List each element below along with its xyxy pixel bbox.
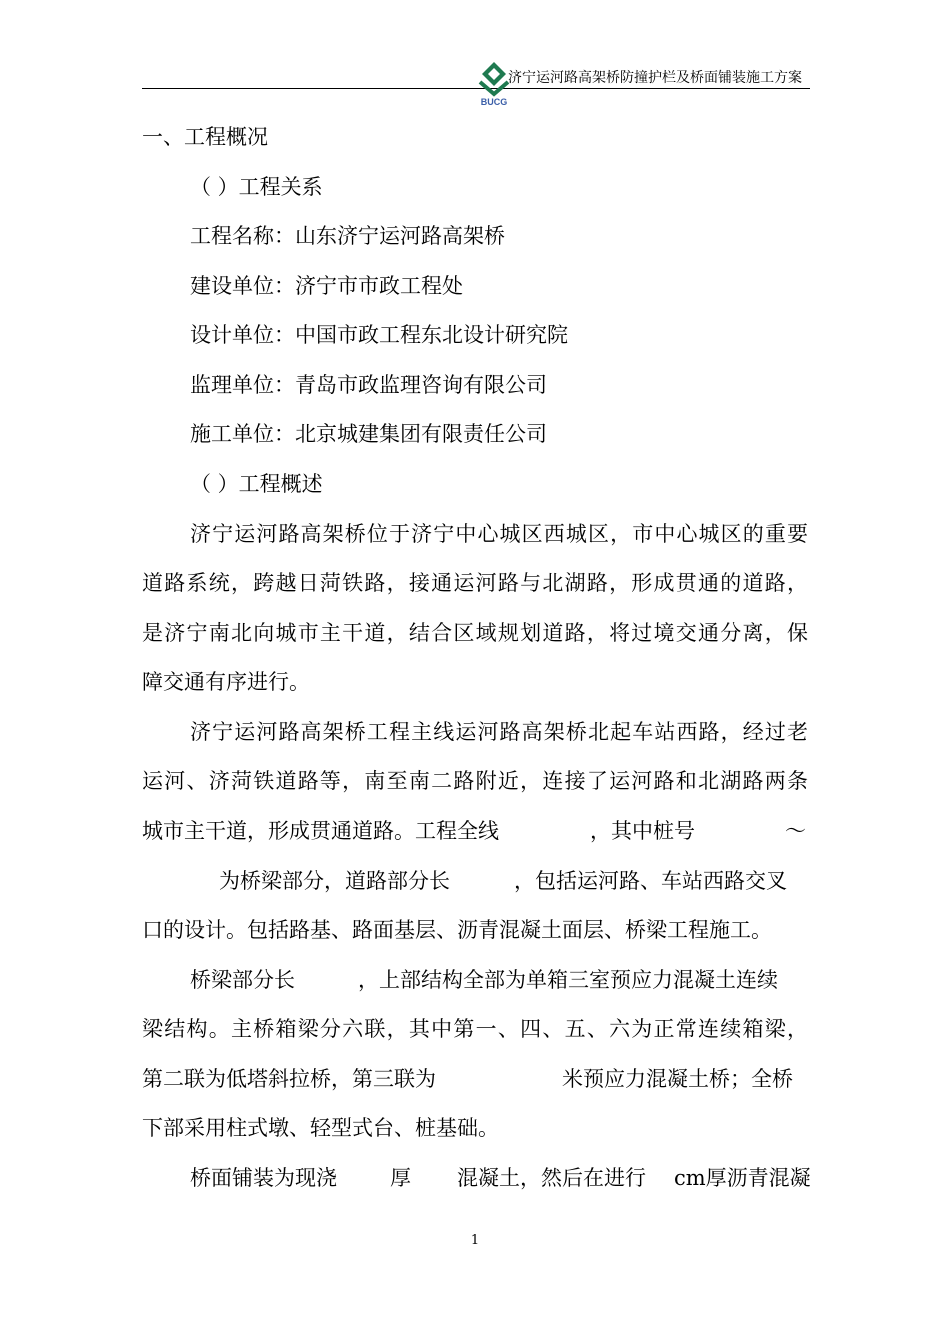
page-number: 1 bbox=[470, 1233, 480, 1248]
paragraph-segment: 为桥梁部分，道路部分长 bbox=[219, 869, 450, 893]
paragraph-line: 障交通有序进行。 bbox=[142, 670, 310, 694]
paragraph-line: 下部采用柱式墩、轻型式台、桩基础。 bbox=[142, 1116, 499, 1140]
info-project-name: 工程名称：山东济宁运河路高架桥 bbox=[190, 224, 505, 248]
paragraph-segment: cm厚沥青混凝 bbox=[674, 1166, 811, 1190]
section-heading: 一、工程概况 bbox=[142, 125, 268, 149]
paragraph-segment: 厚 bbox=[390, 1166, 411, 1190]
paragraph-segment: 混凝土，然后在进行 bbox=[457, 1166, 646, 1190]
paragraph-line: 运河、济菏铁道路等，南至南二路附近，连接了运河路和北湖路两条 bbox=[142, 769, 808, 793]
info-contractor: 施工单位：北京城建集团有限责任公司 bbox=[190, 422, 547, 446]
info-builder: 建设单位：济宁市市政工程处 bbox=[190, 274, 463, 298]
paragraph-segment: 米预应力混凝土桥；全桥 bbox=[562, 1067, 793, 1091]
header-title: 济宁运河路高架桥防撞护栏及桥面铺装施工方案 bbox=[508, 70, 802, 86]
paragraph-segment: 第二联为低塔斜拉桥，第三联为 bbox=[142, 1067, 436, 1091]
paragraph-segment: ～ bbox=[785, 819, 806, 843]
paragraph-segment: 城市主干道，形成贯通道路。工程全线 bbox=[142, 819, 499, 843]
paragraph-line: 是济宁南北向城市主干道，结合区域规划道路，将过境交通分离，保 bbox=[142, 621, 808, 645]
paragraph-line: 口的设计。包括路基、路面基层、沥青混凝土面层、桥梁工程施工。 bbox=[142, 918, 772, 942]
logo-text: BUCG bbox=[480, 97, 508, 107]
paragraph-segment: ，其中桩号 bbox=[590, 819, 695, 843]
info-supervisor: 监理单位：青岛市政监理咨询有限公司 bbox=[190, 373, 547, 397]
paragraph-segment: 桥面铺装为现浇 bbox=[190, 1166, 337, 1190]
paragraph-line: 济宁运河路高架桥位于济宁中心城区西城区，市中心城区的重要 bbox=[190, 522, 808, 546]
paragraph-line: 梁结构。主桥箱梁分六联，其中第一、四、五、六为正常连续箱梁， bbox=[142, 1017, 808, 1041]
paragraph-line: 济宁运河路高架桥工程主线运河路高架桥北起车站西路，经过老 bbox=[190, 720, 808, 744]
subheading-project-overview: （ ）工程概述 bbox=[190, 472, 323, 496]
paragraph-segment: ，上部结构全部为单箱三室预应力混凝土连续 bbox=[358, 968, 778, 992]
paragraph-segment: 桥梁部分长 bbox=[190, 968, 295, 992]
paragraph-line: 道路系统，跨越日菏铁路，接通运河路与北湖路，形成贯通的道路， bbox=[142, 571, 808, 595]
info-designer: 设计单位：中国市政工程东北设计研究院 bbox=[190, 323, 568, 347]
bucg-logo-icon bbox=[476, 60, 512, 108]
paragraph-segment: ，包括运河路、车站西路交叉 bbox=[514, 869, 787, 893]
subheading-project-relations: （ ）工程关系 bbox=[190, 175, 323, 199]
